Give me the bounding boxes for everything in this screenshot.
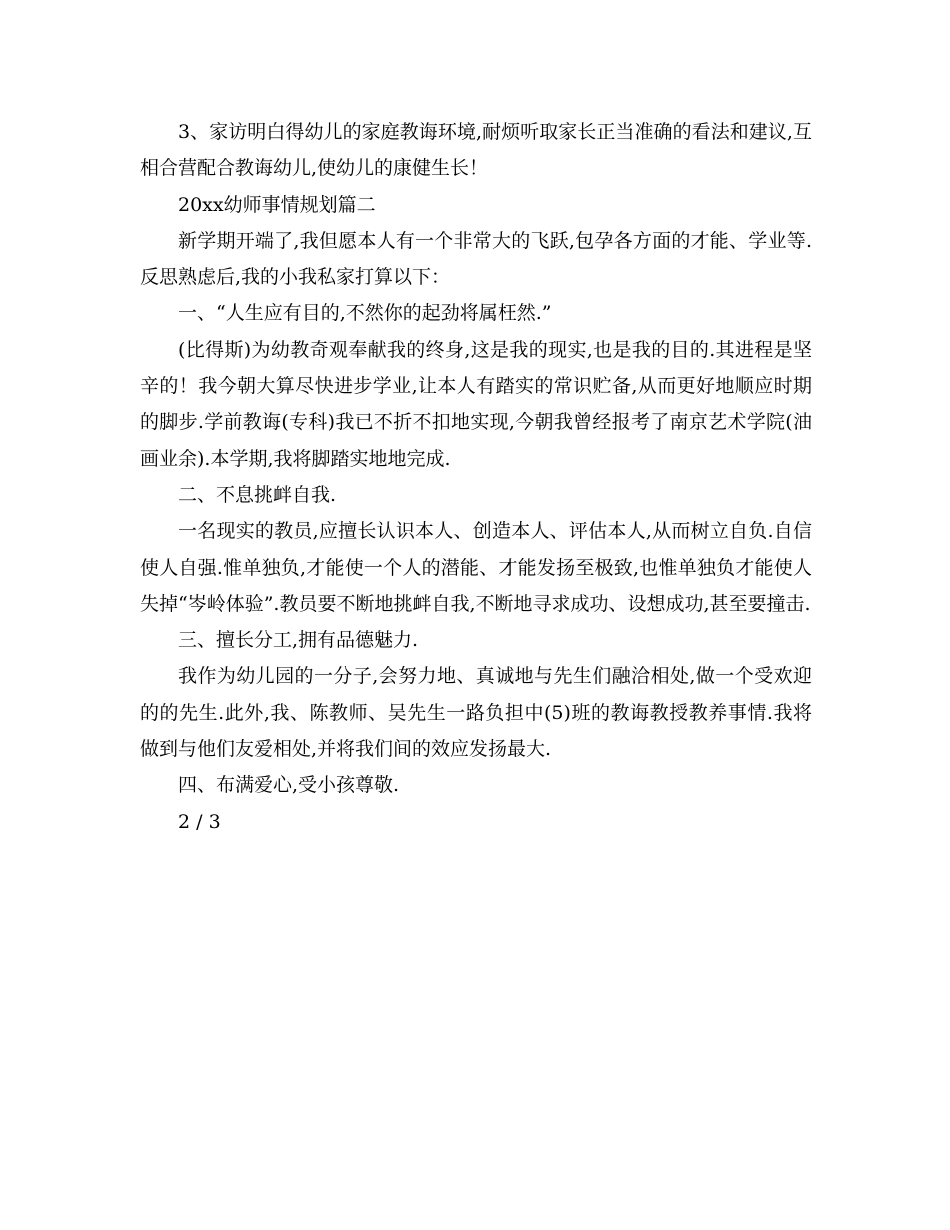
document-body	[140, 114, 812, 840]
paragraph-home-visit: 3、家访明白得幼儿的家庭教诲环境,耐烦听取家长正当准确的看法和建议,互相合营配合教诲幼儿,使幼儿的康健生长！	[140, 121, 812, 180]
heading-goal: 一、“人生应有目的,不然你的起劲将属枉然.”	[178, 302, 552, 325]
page-number: 2 / 3	[178, 810, 221, 833]
paragraph-challenge-self: 一名现实的教员,应擅长认识本人、创造本人、评估本人,从而树立自负.自信使人自强.惟单独负,才能使一个人的潜能、才能发扬至极致,也惟单独负才能使人失掉“岑岭体验”.教员要不断地挑衅自我,不断地寻求成功、设想成功,甚至要撞击.	[140, 520, 812, 615]
paragraph-new-semester: 新学期开端了,我但愿本人有一个非常大的飞跃,包孕各方面的才能、学业等.反思熟虑后,我的小我私家打算以下：	[140, 229, 812, 289]
paragraph-cooperation: 我作为幼儿园的一分子,会努力地、真诚地与先生们融洽相处,做一个受欢迎的的先生.此外,我、陈教师、吴先生一路负担中(5)班的教诲教授教养事情.我将做到与他们友爱相处,并将我们间的效应发扬最大.	[140, 665, 812, 761]
heading-cooperation: 三、擅长分工,拥有品德魅力.	[178, 629, 419, 652]
paragraph-goal: (比得斯)为幼教奇观奉献我的终身,这是我的现实,也是我的目的.其进程是坚辛的！我今朝大算尽快进步学业,让本人有踏实的常识贮备,从而更好地顺应时期的脚步.学前教诲(专科)我已不折不扣地实现,今朝我曾经报考了南京艺术学院(油画业余).本学期,我将脚踏实地地完成.	[140, 338, 812, 470]
heading-love: 四、布满爱心,受小孩尊敬.	[178, 774, 400, 797]
section-heading-plan-two: 20xx幼师事情规划篇二	[178, 193, 376, 216]
heading-challenge-self: 二、不息挑衅自我.	[178, 483, 337, 506]
